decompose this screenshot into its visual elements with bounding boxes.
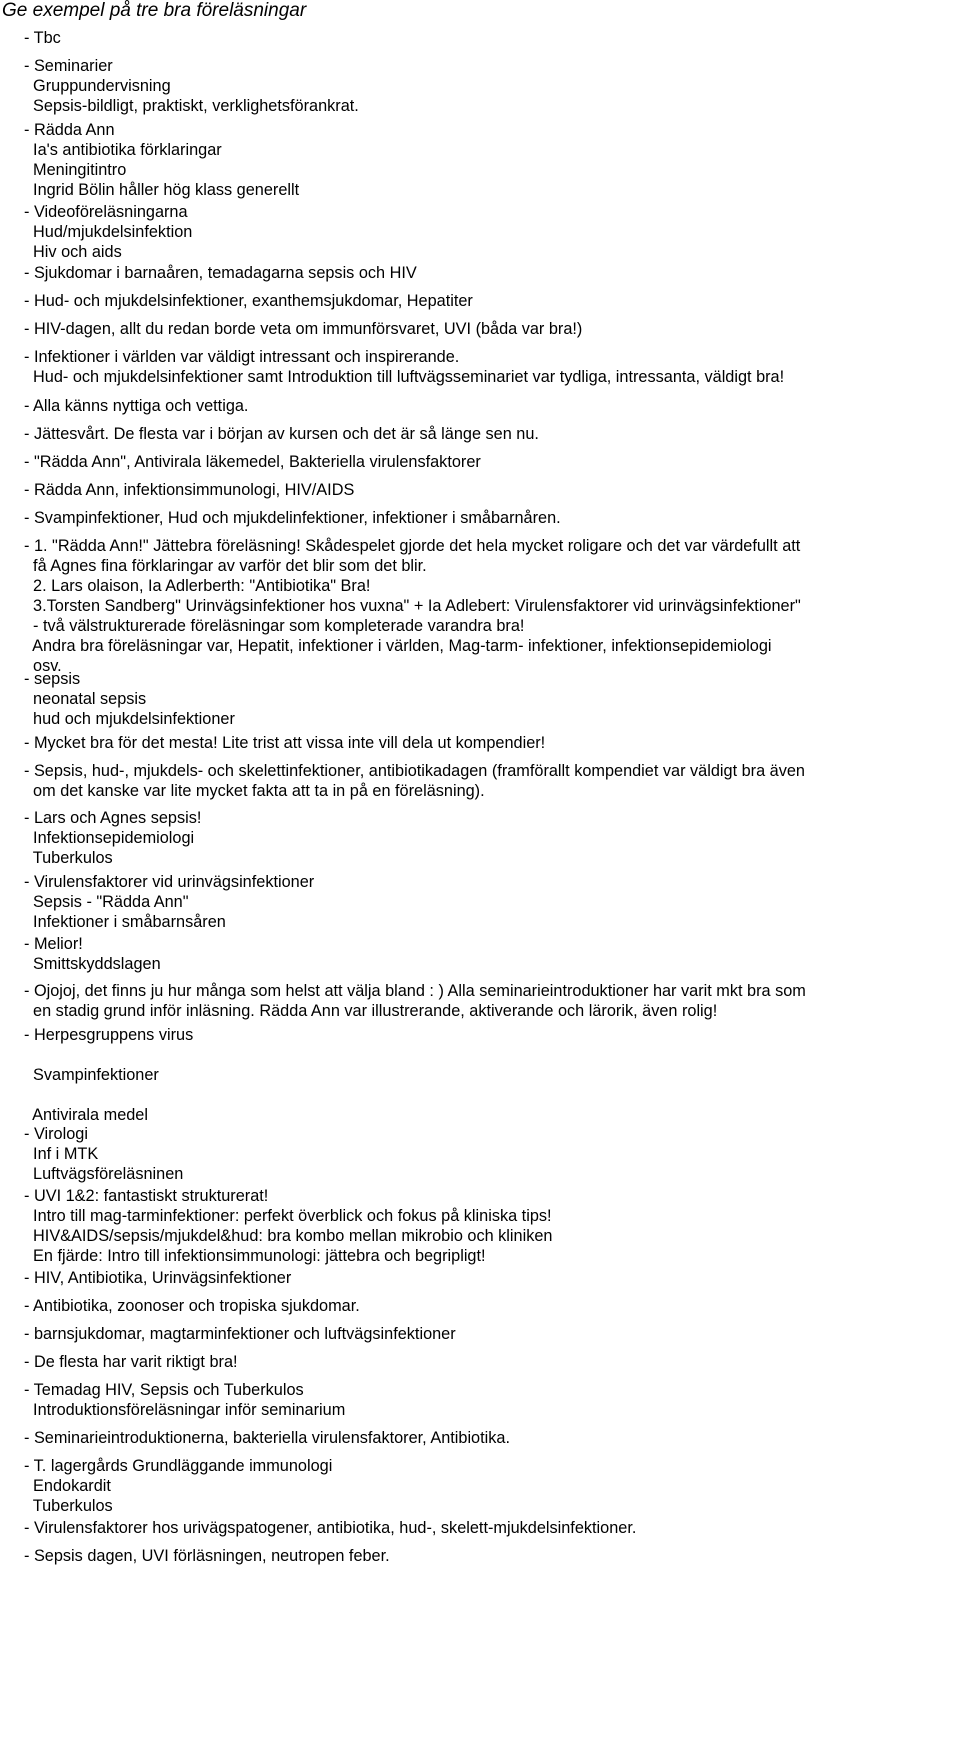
response-line: Antivirala medel [24,1106,148,1124]
response-entry [24,56,359,116]
response-entry [24,396,248,416]
response-entry [24,1324,456,1344]
response-line: - Seminarier [24,57,113,75]
response-line: - Sepsis dagen, UVI förläsningen, neutropen feber. [24,1547,390,1565]
response-line: en stadig grund inför inläsning. Rädda Ann var illustrerande, aktiverande och lärorik, även rolig! [24,1002,718,1020]
response-entry [24,934,161,974]
response-entry [24,981,806,1021]
response-line: - "Rädda Ann", Antivirala läkemedel, Bakteriella virulensfaktorer [24,453,481,471]
response-line: Gruppundervisning [24,77,171,95]
response-line: - De flesta har varit riktigt bra! [24,1353,238,1371]
response-line: - UVI 1&2: fantastiskt strukturerat! [24,1187,269,1205]
response-line: - 1. "Rädda Ann!" Jättebra föreläsning! Skådespelet gjorde det hela mycket roligare och det var värdefullt att [24,537,801,555]
response-entry [24,1268,291,1288]
response-entry [24,28,61,48]
response-entry [24,1296,360,1316]
response-line: Sepsis-bildligt, praktiskt, verklighetsförankrat. [24,97,359,115]
response-line: Smittskyddslagen [24,955,161,973]
response-line: 2. Lars olaison, Ia Adlerberth: "Antibiotika" Bra! [24,577,371,595]
response-line: - Virulensfaktorer hos urivägspatogener, antibiotika, hud-, skelett-mjukdelsinfektioner. [24,1519,637,1537]
response-entry [24,872,314,932]
response-line: - Temadag HIV, Sepsis och Tuberkulos [24,1381,304,1399]
response-line: neonatal sepsis [24,690,147,708]
response-line: - Mycket bra för det mesta! Lite trist att vissa inte vill dela ut kompendier! [24,734,546,752]
response-line: - Antibiotika, zoonoser och tropiska sjukdomar. [24,1297,360,1315]
response-line: 3.Torsten Sandberg" Urinvägsinfektioner hos vuxna" + Ia Adlebert: Virulensfaktorer vid urinvägsinfektioner" [24,597,801,615]
response-entry [24,120,299,200]
response-line [24,1045,193,1065]
response-line: - Sepsis, hud-, mjukdels- och skelettinfektioner, antibiotikadagen (framförallt kompendiet var väldigt bra även [24,762,805,780]
response-entry [24,291,473,311]
response-entry [24,452,481,472]
response-line: - sepsis [24,670,81,688]
response-line: Ia's antibiotika förklaringar [24,141,222,159]
response-line: - två välstrukturerade föreläsningar som kompleterade varandra bra! [24,617,525,635]
response-entry [24,508,561,528]
response-line: få Agnes fina förklaringar av varför det blir som det blir. [24,557,427,575]
response-line: Luftvägsföreläsninen [24,1165,184,1183]
response-line: Andra bra föreläsningar var, Hepatit, infektioner i världen, Mag-tarm- infektioner, infektionsepidemiologi [24,637,772,655]
response-entry [24,1518,636,1538]
response-line: om det kanske var lite mycket fakta att ta in på en föreläsning). [24,782,485,800]
response-line: - HIV, Antibiotika, Urinvägsinfektioner [24,1269,292,1287]
response-line: - Sjukdomar i barnaåren, temadagarna sepsis och HIV [24,264,417,282]
response-entry [24,1186,552,1266]
response-line: En fjärde: Intro till infektionsimmunologi: jättebra och begripligt! [24,1247,486,1265]
response-line: osv. [24,657,62,675]
page-title: Ge exempel på tre bra föreläsningar [2,0,307,21]
response-line: - Rädda Ann [24,121,115,139]
response-entry [24,263,417,283]
response-line: - Ojojoj, det finns ju hur många som helst att välja bland : ) Alla seminarieintroduktioner har varit mkt bra som [24,982,806,1000]
response-entry [24,480,354,500]
response-line: - Virulensfaktorer vid urinvägsinfektioner [24,873,315,891]
response-line: Svampinfektioner [24,1066,159,1084]
response-entry [24,1352,238,1372]
response-entry [24,1428,510,1448]
response-line: - Melior! [24,935,83,953]
response-line: - T. lagergårds Grundläggande immunologi [24,1457,333,1475]
response-entry [24,733,545,753]
response-entry [24,347,784,387]
response-line: - Rädda Ann, infektionsimmunologi, HIV/AIDS [24,481,355,499]
response-line: - Hud- och mjukdelsinfektioner, exanthemsjukdomar, Hepatiter [24,292,473,310]
response-line: Meningitintro [24,161,127,179]
response-line: - Alla känns nyttiga och vettiga. [24,397,249,415]
response-line: hud och mjukdelsinfektioner [24,710,235,728]
response-line: Infektioner i småbarnsåren [24,913,226,931]
response-line: Introduktionsföreläsningar inför seminarium [24,1401,346,1419]
response-line: - Tbc [24,29,61,47]
response-line: Intro till mag-tarminfektioner: perfekt överblick och fokus på kliniska tips! [24,1207,552,1225]
response-entry [24,761,805,801]
response-entry [24,1124,183,1184]
response-entry [24,424,539,444]
response-line: Sepsis - "Rädda Ann" [24,893,189,911]
response-line [24,1085,193,1105]
response-line: - Herpesgruppens virus [24,1026,194,1044]
response-line: Hiv och aids [24,243,122,261]
response-entry [24,1380,345,1420]
response-entry [24,808,201,868]
response-entry [24,202,192,262]
response-entry [24,1546,390,1566]
response-entry [24,319,582,339]
response-line: Infektionsepidemiologi [24,829,195,847]
response-line: Hud/mjukdelsinfektion [24,223,193,241]
response-line: - HIV-dagen, allt du redan borde veta om immunförsvaret, UVI (båda var bra!) [24,320,583,338]
response-entry [24,669,235,729]
response-line: - Infektioner i världen var väldigt intressant och inspirerande. [24,348,460,366]
response-line: - barnsjukdomar, magtarminfektioner och luftvägsinfektioner [24,1325,456,1343]
response-line: Inf i MTK [24,1145,99,1163]
response-line: Tuberkulos [24,1497,113,1515]
response-line: Tuberkulos [24,849,113,867]
response-line: - Seminarieintroduktionerna, bakteriella virulensfaktorer, Antibiotika. [24,1429,510,1447]
response-line: Hud- och mjukdelsinfektioner samt Introduktion till luftvägsseminariet var tydliga, intressanta, väldigt bra! [24,368,785,386]
response-line: - Jättesvårt. De flesta var i början av kursen och det är så länge sen nu. [24,425,539,443]
response-entry [24,1025,193,1125]
response-line: - Virologi [24,1125,88,1143]
response-line: - Svampinfektioner, Hud och mjukdelinfektioner, infektioner i småbarnåren. [24,509,561,527]
response-line: - Lars och Agnes sepsis! [24,809,202,827]
response-line: Endokardit [24,1477,111,1495]
response-entry [24,1456,332,1516]
response-line: - Videoföreläsningarna [24,203,188,221]
response-line: HIV&AIDS/sepsis/mjukdel&hud: bra kombo mellan mikrobio och kliniken [24,1227,553,1245]
response-entry [24,536,801,676]
response-line: Ingrid Bölin håller hög klass generellt [24,181,300,199]
